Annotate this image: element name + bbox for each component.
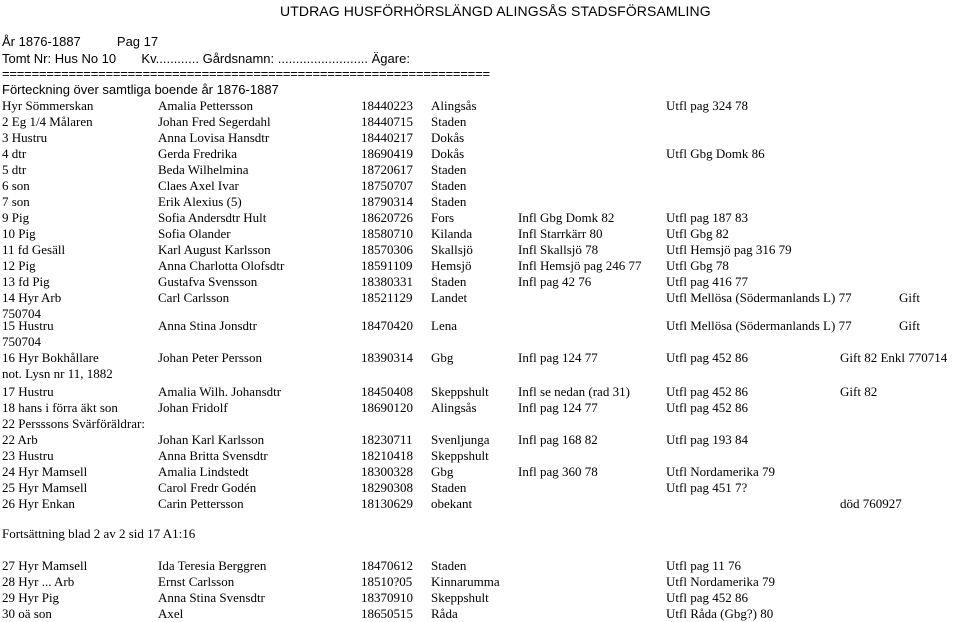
birthplace-cell: Staden (431, 178, 467, 193)
table-row (0, 480, 959, 496)
moved-out-cell: Utfl pag 451 7? (666, 480, 748, 495)
separator-line: ================================================================== (2, 66, 490, 81)
moved-out-cell: Utfl Gbg 82 (666, 226, 729, 241)
role-cell: 9 Pig (2, 210, 30, 225)
moved-out-cell: Utfl Gbg Domk 86 (666, 146, 765, 161)
role-cell: 5 dtr (2, 162, 27, 177)
role-cell: Hyr Sömmerskan (2, 98, 94, 113)
name-cell: Carl Carlsson (158, 290, 230, 305)
moved-out-cell: Utfl Nordamerika 79 (666, 464, 776, 479)
birthplace-cell: Staden (431, 114, 467, 129)
table-row (0, 558, 959, 574)
moved-out-cell: Utfl pag 193 84 (666, 432, 748, 447)
role-cell: 4 dtr (2, 146, 27, 161)
moved-in-cell: Infl Starrkärr 80 (518, 226, 603, 241)
role-cell: 24 Hyr Mamsell (2, 464, 88, 479)
moved-out-cell: Utfl pag 324 78 (666, 98, 748, 113)
table-row (0, 210, 959, 226)
role-cell: 2 Eg 1/4 Målaren (2, 114, 93, 129)
role-cell: 6 son (2, 178, 30, 193)
table-row (0, 274, 959, 290)
table-row (0, 574, 959, 590)
birthplace-cell: obekant (431, 496, 473, 511)
moved-out-cell: Utfl Mellösa (Södermanlands L) 77 (666, 318, 852, 333)
birthdate-cell: 18440715 (361, 114, 413, 129)
birthplace-cell: Gbg (431, 464, 454, 479)
moved-in-cell: Infl se nedan (rad 31) (518, 384, 630, 399)
moved-out-cell: Utfl Gbg 78 (666, 258, 729, 273)
birthplace-cell: Kilanda (431, 226, 473, 241)
name-cell: Anna Lovisa Hansdtr (158, 130, 270, 145)
name-cell: Sofia Olander (158, 226, 231, 241)
birthplace-cell: Staden (431, 162, 467, 177)
role-cell: 29 Hyr Pig (2, 590, 60, 605)
moved-out-cell: Utfl Mellösa (Södermanlands L) 77 (666, 290, 852, 305)
moved-in-cell: Infl Hemsjö pag 246 77 (518, 258, 642, 273)
document-title: UTDRAG HUSFÖRHÖRSLÄNGD ALINGSÅS STADSFÖRSAMLING (280, 3, 711, 19)
section-label: 22 Persssons Svärföräldrar: (2, 416, 145, 431)
name-cell: Amalia Pettersson (158, 98, 253, 113)
moved-out-cell: Utfl Nordamerika 79 (666, 574, 776, 589)
birthplace-cell: Svenljunga (431, 432, 490, 447)
birthdate-cell: 18650515 (361, 606, 413, 621)
note-extra-cell: Gift (899, 290, 920, 305)
note-cell: Gift 82 Enkl 770714 (840, 350, 948, 365)
moved-out-cell: Utfl pag 452 86 (666, 350, 748, 365)
row-continuation-text: 750704 (2, 306, 41, 321)
birthplace-cell: Lena (431, 318, 457, 333)
row-continuation-text: not. Lysn nr 11, 1882 (2, 366, 113, 381)
table-row (0, 146, 959, 162)
birthdate-cell: 18130629 (361, 496, 413, 511)
moved-out-cell: Utfl pag 452 86 (666, 590, 748, 605)
moved-in-cell: Infl Gbg Domk 82 (518, 210, 615, 225)
continuation-note: Fortsättning blad 2 av 2 sid 17 A1:16 (2, 526, 196, 541)
table-row (0, 464, 959, 480)
table-row (0, 496, 959, 512)
name-cell: Johan Fridolf (158, 400, 228, 415)
table-row (0, 448, 959, 464)
birthplace-cell: Staden (431, 274, 467, 289)
birthdate-cell: 18720617 (361, 162, 413, 177)
name-cell: Erik Alexius (5) (158, 194, 242, 209)
name-cell: Carol Fredr Godén (158, 480, 257, 495)
birthdate-cell: 18690120 (361, 400, 413, 415)
name-cell: Anna Stina Svensdtr (158, 590, 265, 605)
birthdate-cell: 18450408 (361, 384, 413, 399)
row-continuation-text: 750704 (2, 334, 41, 349)
name-cell: Amalia Wilh. Johansdtr (158, 384, 282, 399)
name-cell: Sofia Andersdtr Hult (158, 210, 267, 225)
birthplace-cell: Kinnarumma (431, 574, 500, 589)
role-cell: 16 Hyr Bokhållare (2, 350, 99, 365)
name-cell: Gerda Fredrika (158, 146, 238, 161)
table-row (0, 226, 959, 242)
table-row (0, 606, 959, 622)
birthplace-cell: Fors (431, 210, 455, 225)
birthplace-cell: Staden (431, 558, 467, 573)
role-cell: 23 Hustru (2, 448, 54, 463)
name-cell: Claes Axel Ivar (158, 178, 239, 193)
moved-in-cell: Infl pag 168 82 (518, 432, 598, 447)
birthdate-cell: 18750707 (361, 178, 413, 193)
birthdate-cell: 18300328 (361, 464, 413, 479)
table-row (0, 242, 959, 258)
year-page-line: År 1876-1887 Pag 17 (2, 34, 159, 49)
birthdate-cell: 18470612 (361, 558, 413, 573)
role-cell: 12 Pig (2, 258, 36, 273)
moved-in-cell: Infl pag 360 78 (518, 464, 598, 479)
table-row (0, 98, 959, 114)
birthplace-cell: Skallsjö (431, 242, 473, 257)
moved-out-cell: Utfl pag 11 76 (666, 558, 741, 573)
birthplace-cell: Staden (431, 194, 467, 209)
role-cell: 30 oä son (2, 606, 52, 621)
birthplace-cell: Skeppshult (431, 384, 489, 399)
property-line: Tomt Nr: Hus No 10 Kv............ Gårdsnamn: ......................... Ägare: (2, 51, 410, 66)
name-cell: Anna Charlotta Olofsdtr (158, 258, 285, 273)
birthdate-cell: 18390314 (361, 350, 413, 365)
table-row (0, 130, 959, 146)
name-cell: Axel (158, 606, 184, 621)
birthdate-cell: 18210418 (361, 448, 413, 463)
birthplace-cell: Alingsås (431, 400, 477, 415)
note-extra-cell: Gift (899, 318, 920, 333)
role-cell: 3 Hustru (2, 130, 48, 145)
table-row (0, 350, 959, 366)
birthdate-cell: 18580710 (361, 226, 413, 241)
birthplace-cell: Råda (431, 606, 458, 621)
birthdate-cell: 18570306 (361, 242, 413, 257)
name-cell: Gustafva Svensson (158, 274, 258, 289)
birthplace-cell: Landet (431, 290, 468, 305)
moved-out-cell: Utfl pag 452 86 (666, 384, 748, 399)
birthdate-cell: 18440217 (361, 130, 413, 145)
birthdate-cell: 18690419 (361, 146, 413, 161)
role-cell: 10 Pig (2, 226, 36, 241)
role-cell: 13 fd Pig (2, 274, 50, 289)
table-row (0, 194, 959, 210)
role-cell: 22 Arb (2, 432, 38, 447)
role-cell: 14 Hyr Arb (2, 290, 62, 305)
name-cell: Ernst Carlsson (158, 574, 235, 589)
table-row (0, 318, 959, 334)
table-row (0, 258, 959, 274)
birthdate-cell: 18521129 (361, 290, 413, 305)
birthplace-cell: Gbg (431, 350, 454, 365)
table-row (0, 290, 959, 306)
birthplace-cell: Skeppshult (431, 448, 489, 463)
table-row (0, 162, 959, 178)
moved-in-cell: Infl pag 42 76 (518, 274, 592, 289)
listing-heading: Förteckning över samtliga boende år 1876-1887 (2, 82, 279, 97)
table-row (0, 114, 959, 130)
role-cell: 7 son (2, 194, 30, 209)
birthdate-cell: 18620726 (361, 210, 413, 225)
note-cell: Gift 82 (840, 384, 878, 399)
birthplace-cell: Skeppshult (431, 590, 489, 605)
note-cell: död 760927 (840, 496, 902, 511)
birthdate-cell: 18790314 (361, 194, 413, 209)
table-row (0, 178, 959, 194)
name-cell: Beda Wilhelmina (158, 162, 249, 177)
name-cell: Carin Pettersson (158, 496, 244, 511)
name-cell: Ida Teresia Berggren (158, 558, 267, 573)
name-cell: Karl August Karlsson (158, 242, 271, 257)
birthplace-cell: Hemsjö (431, 258, 472, 273)
table-row (0, 432, 959, 448)
birthplace-cell: Alingsås (431, 98, 477, 113)
moved-out-cell: Utfl pag 187 83 (666, 210, 748, 225)
moved-out-cell: Utfl pag 416 77 (666, 274, 748, 289)
moved-out-cell: Utfl pag 452 86 (666, 400, 748, 415)
moved-in-cell: Infl Skallsjö 78 (518, 242, 599, 257)
birthdate-cell: 18380331 (361, 274, 413, 289)
name-cell: Anna Britta Svensdtr (158, 448, 268, 463)
birthplace-cell: Dokås (431, 146, 465, 161)
moved-out-cell: Utfl Råda (Gbg?) 80 (666, 606, 774, 621)
birthplace-cell: Dokås (431, 130, 465, 145)
moved-in-cell: Infl pag 124 77 (518, 400, 598, 415)
name-cell: Johan Peter Persson (158, 350, 262, 365)
moved-out-cell: Utfl Hemsjö pag 316 79 (666, 242, 792, 257)
name-cell: Anna Stina Jonsdtr (158, 318, 257, 333)
role-cell: 17 Hustru (2, 384, 54, 399)
name-cell: Amalia Lindstedt (158, 464, 249, 479)
table-row (0, 384, 959, 400)
moved-in-cell: Infl pag 124 77 (518, 350, 598, 365)
role-cell: 27 Hyr Mamsell (2, 558, 88, 573)
role-cell: 11 fd Gesäll (2, 242, 66, 257)
role-cell: 26 Hyr Enkan (2, 496, 75, 511)
birthdate-cell: 18510?05 (361, 574, 413, 589)
table-row (0, 400, 959, 416)
birthplace-cell: Staden (431, 480, 467, 495)
table-row (0, 590, 959, 606)
role-cell: 15 Hustru (2, 318, 54, 333)
role-cell: 25 Hyr Mamsell (2, 480, 88, 495)
role-cell: 28 Hyr ... Arb (2, 574, 75, 589)
name-cell: Johan Fred Segerdahl (158, 114, 271, 129)
birthdate-cell: 18370910 (361, 590, 413, 605)
birthdate-cell: 18470420 (361, 318, 413, 333)
birthdate-cell: 18230711 (361, 432, 413, 447)
name-cell: Johan Karl Karlsson (158, 432, 265, 447)
birthdate-cell: 18591109 (361, 258, 413, 273)
birthdate-cell: 18290308 (361, 480, 413, 495)
role-cell: 18 hans i förra äkt son (2, 400, 118, 415)
birthdate-cell: 18440223 (361, 98, 413, 113)
